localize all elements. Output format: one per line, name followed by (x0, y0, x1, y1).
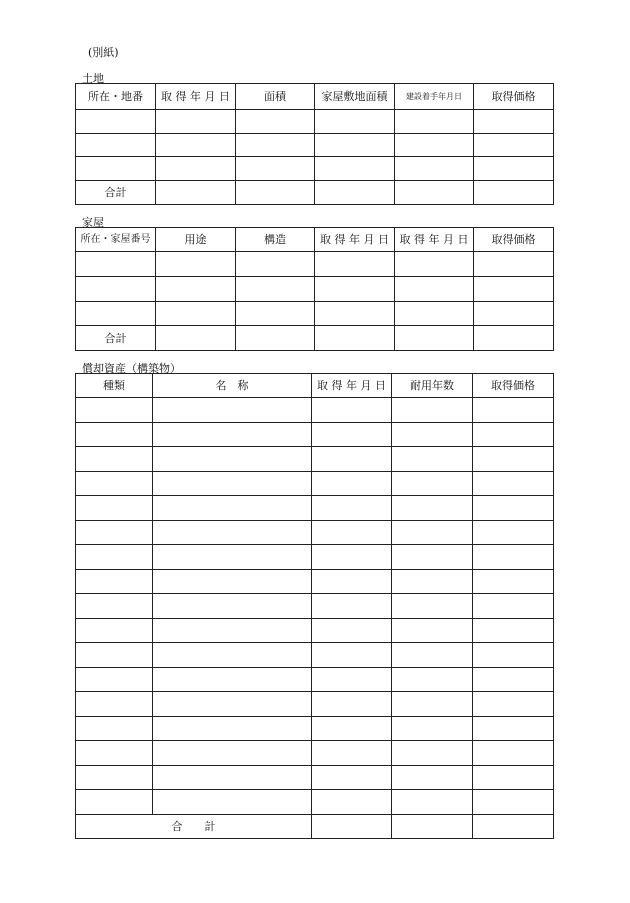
input-cell[interactable] (153, 496, 312, 521)
table-row (76, 277, 554, 302)
input-cell[interactable] (312, 471, 392, 496)
input-cell[interactable] (312, 594, 392, 619)
input-cell[interactable] (153, 398, 312, 423)
house-header-cell: 取 得 年 月 日 (315, 228, 395, 252)
input-cell[interactable] (312, 398, 392, 423)
input-cell[interactable] (395, 302, 474, 326)
house-section-label: 家屋 (82, 216, 104, 229)
input-cell[interactable] (153, 545, 312, 570)
land-total-row (76, 181, 554, 205)
input-cell[interactable] (153, 447, 312, 472)
input-cell[interactable] (76, 692, 153, 717)
input-cell[interactable] (153, 643, 312, 668)
input-cell[interactable] (156, 181, 236, 205)
land-header-cell: 所在・地番 (76, 84, 156, 110)
table-row (76, 496, 554, 521)
input-cell[interactable] (156, 277, 236, 302)
input-cell[interactable] (474, 302, 554, 326)
input-cell[interactable] (392, 765, 473, 790)
input-cell[interactable] (156, 326, 236, 351)
input-cell[interactable] (473, 618, 554, 643)
input-cell[interactable] (312, 618, 392, 643)
input-cell[interactable] (392, 569, 473, 594)
input-cell[interactable] (76, 134, 156, 157)
table-row (76, 716, 554, 741)
input-cell[interactable] (76, 569, 153, 594)
input-cell[interactable] (473, 716, 554, 741)
input-cell[interactable] (312, 545, 392, 570)
house-header-cell: 取 得 年 月 日 (395, 228, 474, 252)
input-cell[interactable] (473, 741, 554, 766)
input-cell[interactable] (315, 326, 395, 351)
input-cell[interactable] (312, 716, 392, 741)
input-cell[interactable] (315, 110, 395, 134)
input-cell[interactable] (76, 277, 156, 302)
table-row (76, 252, 554, 277)
input-cell[interactable] (395, 134, 474, 157)
input-cell[interactable] (312, 447, 392, 472)
depreciable-body (76, 398, 554, 815)
input-cell[interactable] (392, 520, 473, 545)
total-label: 合計 (76, 181, 156, 205)
input-cell[interactable] (473, 447, 554, 472)
input-cell[interactable] (153, 741, 312, 766)
input-cell[interactable] (312, 814, 392, 838)
land-header-cell: 家屋敷地面積 (315, 84, 395, 110)
land-header-cell: 建設着手年月日 (395, 84, 474, 110)
table-row (76, 545, 554, 570)
house-total-row (76, 326, 554, 351)
input-cell[interactable] (473, 520, 554, 545)
land-section-label: 土地 (82, 72, 104, 85)
input-cell[interactable] (395, 181, 474, 205)
input-cell[interactable] (392, 471, 473, 496)
input-cell[interactable] (153, 692, 312, 717)
depreciable-header-row (76, 374, 554, 398)
input-cell[interactable] (395, 277, 474, 302)
input-cell[interactable] (473, 643, 554, 668)
table-row (76, 157, 554, 181)
input-cell[interactable] (474, 110, 554, 134)
input-cell[interactable] (395, 326, 474, 351)
input-cell[interactable] (312, 790, 392, 815)
input-cell[interactable] (312, 569, 392, 594)
input-cell[interactable] (76, 422, 153, 447)
land-header-row (76, 84, 554, 110)
input-cell[interactable] (315, 134, 395, 157)
table-row (76, 471, 554, 496)
input-cell[interactable] (76, 157, 156, 181)
input-cell[interactable] (392, 643, 473, 668)
table-row (76, 643, 554, 668)
table-row (76, 765, 554, 790)
input-cell[interactable] (392, 545, 473, 570)
input-cell[interactable] (392, 398, 473, 423)
input-cell[interactable] (156, 302, 236, 326)
input-cell[interactable] (395, 110, 474, 134)
input-cell[interactable] (473, 790, 554, 815)
input-cell[interactable] (153, 765, 312, 790)
input-cell[interactable] (236, 181, 315, 205)
table-row (76, 569, 554, 594)
input-cell[interactable] (473, 545, 554, 570)
input-cell[interactable] (312, 643, 392, 668)
input-cell[interactable] (473, 765, 554, 790)
input-cell[interactable] (473, 692, 554, 717)
input-cell[interactable] (473, 422, 554, 447)
input-cell[interactable] (392, 814, 473, 838)
input-cell[interactable] (392, 667, 473, 692)
depreciable-header-cell: 耐用年数 (392, 374, 473, 398)
input-cell[interactable] (473, 569, 554, 594)
house-header-cell: 用途 (156, 228, 236, 252)
input-cell[interactable] (76, 667, 153, 692)
input-cell[interactable] (392, 618, 473, 643)
input-cell[interactable] (76, 471, 153, 496)
input-cell[interactable] (76, 110, 156, 134)
input-cell[interactable] (312, 765, 392, 790)
input-cell[interactable] (312, 422, 392, 447)
input-cell[interactable] (473, 471, 554, 496)
input-cell[interactable] (153, 594, 312, 619)
table-row (76, 618, 554, 643)
table-row (76, 667, 554, 692)
input-cell[interactable] (76, 618, 153, 643)
input-cell[interactable] (236, 134, 315, 157)
depreciable-header-cell: 取 得 年 月 日 (312, 374, 392, 398)
input-cell[interactable] (392, 741, 473, 766)
input-cell[interactable] (473, 398, 554, 423)
input-cell[interactable] (315, 181, 395, 205)
input-cell[interactable] (76, 790, 153, 815)
input-cell[interactable] (392, 496, 473, 521)
land-header-cell: 面積 (236, 84, 315, 110)
house-table (75, 227, 554, 351)
input-cell[interactable] (392, 716, 473, 741)
input-cell[interactable] (236, 110, 315, 134)
input-cell[interactable] (153, 618, 312, 643)
input-cell[interactable] (236, 252, 315, 277)
input-cell[interactable] (153, 569, 312, 594)
input-cell[interactable] (76, 545, 153, 570)
input-cell[interactable] (153, 422, 312, 447)
input-cell[interactable] (153, 790, 312, 815)
input-cell[interactable] (76, 398, 153, 423)
input-cell[interactable] (395, 252, 474, 277)
input-cell[interactable] (312, 496, 392, 521)
input-cell[interactable] (392, 790, 473, 815)
table-row (76, 134, 554, 157)
table-row (76, 594, 554, 619)
input-cell[interactable] (474, 157, 554, 181)
depreciable-header-cell: 取得価格 (473, 374, 554, 398)
input-cell[interactable] (392, 692, 473, 717)
depreciable-total-row (76, 814, 554, 838)
table-row (76, 422, 554, 447)
input-cell[interactable] (156, 110, 236, 134)
land-header-cell: 取得価格 (474, 84, 554, 110)
table-row (76, 692, 554, 717)
input-cell[interactable] (474, 252, 554, 277)
input-cell[interactable] (392, 447, 473, 472)
input-cell[interactable] (76, 252, 156, 277)
table-row (76, 302, 554, 326)
house-header-cell: 取得価格 (474, 228, 554, 252)
input-cell[interactable] (312, 667, 392, 692)
input-cell[interactable] (474, 134, 554, 157)
input-cell[interactable] (76, 716, 153, 741)
input-cell[interactable] (76, 594, 153, 619)
input-cell[interactable] (473, 594, 554, 619)
input-cell[interactable] (312, 741, 392, 766)
input-cell[interactable] (312, 692, 392, 717)
input-cell[interactable] (392, 594, 473, 619)
total-label: 合 計 (76, 814, 312, 838)
input-cell[interactable] (392, 422, 473, 447)
input-cell[interactable] (236, 277, 315, 302)
depreciable-table (75, 373, 554, 839)
input-cell[interactable] (473, 667, 554, 692)
input-cell[interactable] (153, 716, 312, 741)
input-cell[interactable] (474, 181, 554, 205)
input-cell[interactable] (153, 520, 312, 545)
input-cell[interactable] (395, 157, 474, 181)
house-header-cell: 所在・家屋番号 (76, 228, 156, 252)
input-cell[interactable] (474, 326, 554, 351)
input-cell[interactable] (236, 157, 315, 181)
input-cell[interactable] (76, 741, 153, 766)
total-label: 合計 (76, 326, 156, 351)
input-cell[interactable] (156, 157, 236, 181)
input-cell[interactable] (315, 252, 395, 277)
table-row (76, 741, 554, 766)
input-cell[interactable] (312, 520, 392, 545)
land-header-cell: 取 得 年 月 日 (156, 84, 236, 110)
input-cell[interactable] (473, 814, 554, 838)
input-cell[interactable] (236, 326, 315, 351)
input-cell[interactable] (315, 302, 395, 326)
input-cell[interactable] (474, 277, 554, 302)
table-row (76, 447, 554, 472)
input-cell[interactable] (153, 667, 312, 692)
attachment-label: (別紙) (88, 46, 119, 59)
input-cell[interactable] (153, 471, 312, 496)
table-row (76, 790, 554, 815)
table-row (76, 398, 554, 423)
land-table (75, 83, 554, 205)
input-cell[interactable] (76, 520, 153, 545)
house-header-cell: 構造 (236, 228, 315, 252)
input-cell[interactable] (473, 496, 554, 521)
table-row (76, 520, 554, 545)
depreciable-section-label: 償却資産（構築物） (82, 362, 181, 375)
input-cell[interactable] (156, 252, 236, 277)
table-row (76, 110, 554, 134)
input-cell[interactable] (315, 277, 395, 302)
input-cell[interactable] (156, 134, 236, 157)
house-header-row (76, 228, 554, 252)
input-cell[interactable] (236, 302, 315, 326)
input-cell[interactable] (76, 447, 153, 472)
input-cell[interactable] (315, 157, 395, 181)
depreciable-header-cell: 名 称 (153, 374, 312, 398)
input-cell[interactable] (76, 643, 153, 668)
depreciable-header-cell: 種類 (76, 374, 153, 398)
input-cell[interactable] (76, 765, 153, 790)
input-cell[interactable] (76, 496, 153, 521)
input-cell[interactable] (76, 302, 156, 326)
